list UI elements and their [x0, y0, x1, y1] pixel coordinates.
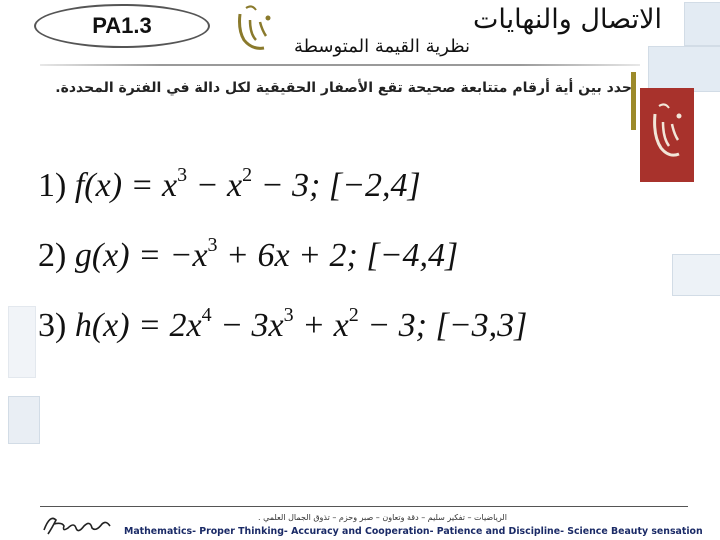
- equation-part: (x) = 2x: [91, 307, 202, 344]
- exponent: 3: [207, 234, 218, 256]
- exponent: 3: [177, 164, 188, 186]
- lesson-code-badge: [34, 4, 210, 48]
- footer-values-english: Mathematics- Proper Thinking- Accuracy and Cooperation- Patience and Discipline- Science Beauty sensation: [124, 526, 703, 537]
- exponent: 3: [283, 304, 294, 326]
- exponent: 2: [242, 164, 253, 186]
- function-name: g: [74, 237, 92, 274]
- page-subtitle: نظرية القيمة المتوسطة: [294, 36, 471, 57]
- equation-part: − 3;: [358, 307, 427, 344]
- equation-part: (x) = −x: [91, 237, 208, 274]
- signature-mark: [40, 510, 120, 538]
- equation-1: [38, 164, 421, 205]
- interval: [−3,3]: [435, 307, 528, 344]
- equation-number: 1): [38, 167, 67, 204]
- interval: [−2,4]: [328, 167, 421, 204]
- interval: [−4,4]: [366, 237, 459, 274]
- lesson-code-text: PA1.3: [92, 13, 152, 38]
- equation-part: + 6x + 2;: [217, 237, 358, 274]
- decor-square: [8, 396, 40, 444]
- equation-3: [38, 304, 527, 345]
- instruction-text: حدد بين أية أرقام متتابعة صحيحة تقع الأصفار الحقيقية لكل دالة في الفترة المحددة.: [55, 80, 632, 96]
- iqra-logo-icon: [645, 100, 689, 170]
- equation-part: (x) = x: [84, 167, 178, 204]
- function-name: f: [74, 167, 85, 204]
- exponent: 2: [348, 304, 359, 326]
- decor-square: [672, 254, 720, 296]
- footer-divider: [40, 506, 688, 507]
- footer-values-arabic: الرياضيات – تفكير سليم – دقة وتعاون – صبر وحزم – تذوق الجمال العلمي .: [258, 513, 507, 522]
- exponent: 4: [201, 304, 212, 326]
- equation-part: + x: [293, 307, 349, 344]
- title-divider: [40, 64, 640, 66]
- equation-number: 2): [38, 237, 67, 274]
- iqra-logo-box: [640, 88, 694, 182]
- decor-square: [8, 306, 36, 378]
- equation-part: − x: [187, 167, 243, 204]
- decor-square: [648, 46, 720, 92]
- decor-square: [684, 2, 720, 46]
- equation-number: 3): [38, 307, 67, 344]
- function-name: h: [74, 307, 92, 344]
- iqra-logo-mark: [226, 0, 286, 60]
- equation-2: [38, 234, 458, 275]
- equation-part: − 3x: [211, 307, 284, 344]
- equation-part: − 3;: [252, 167, 321, 204]
- page-title: الاتصال والنهايات: [473, 4, 662, 35]
